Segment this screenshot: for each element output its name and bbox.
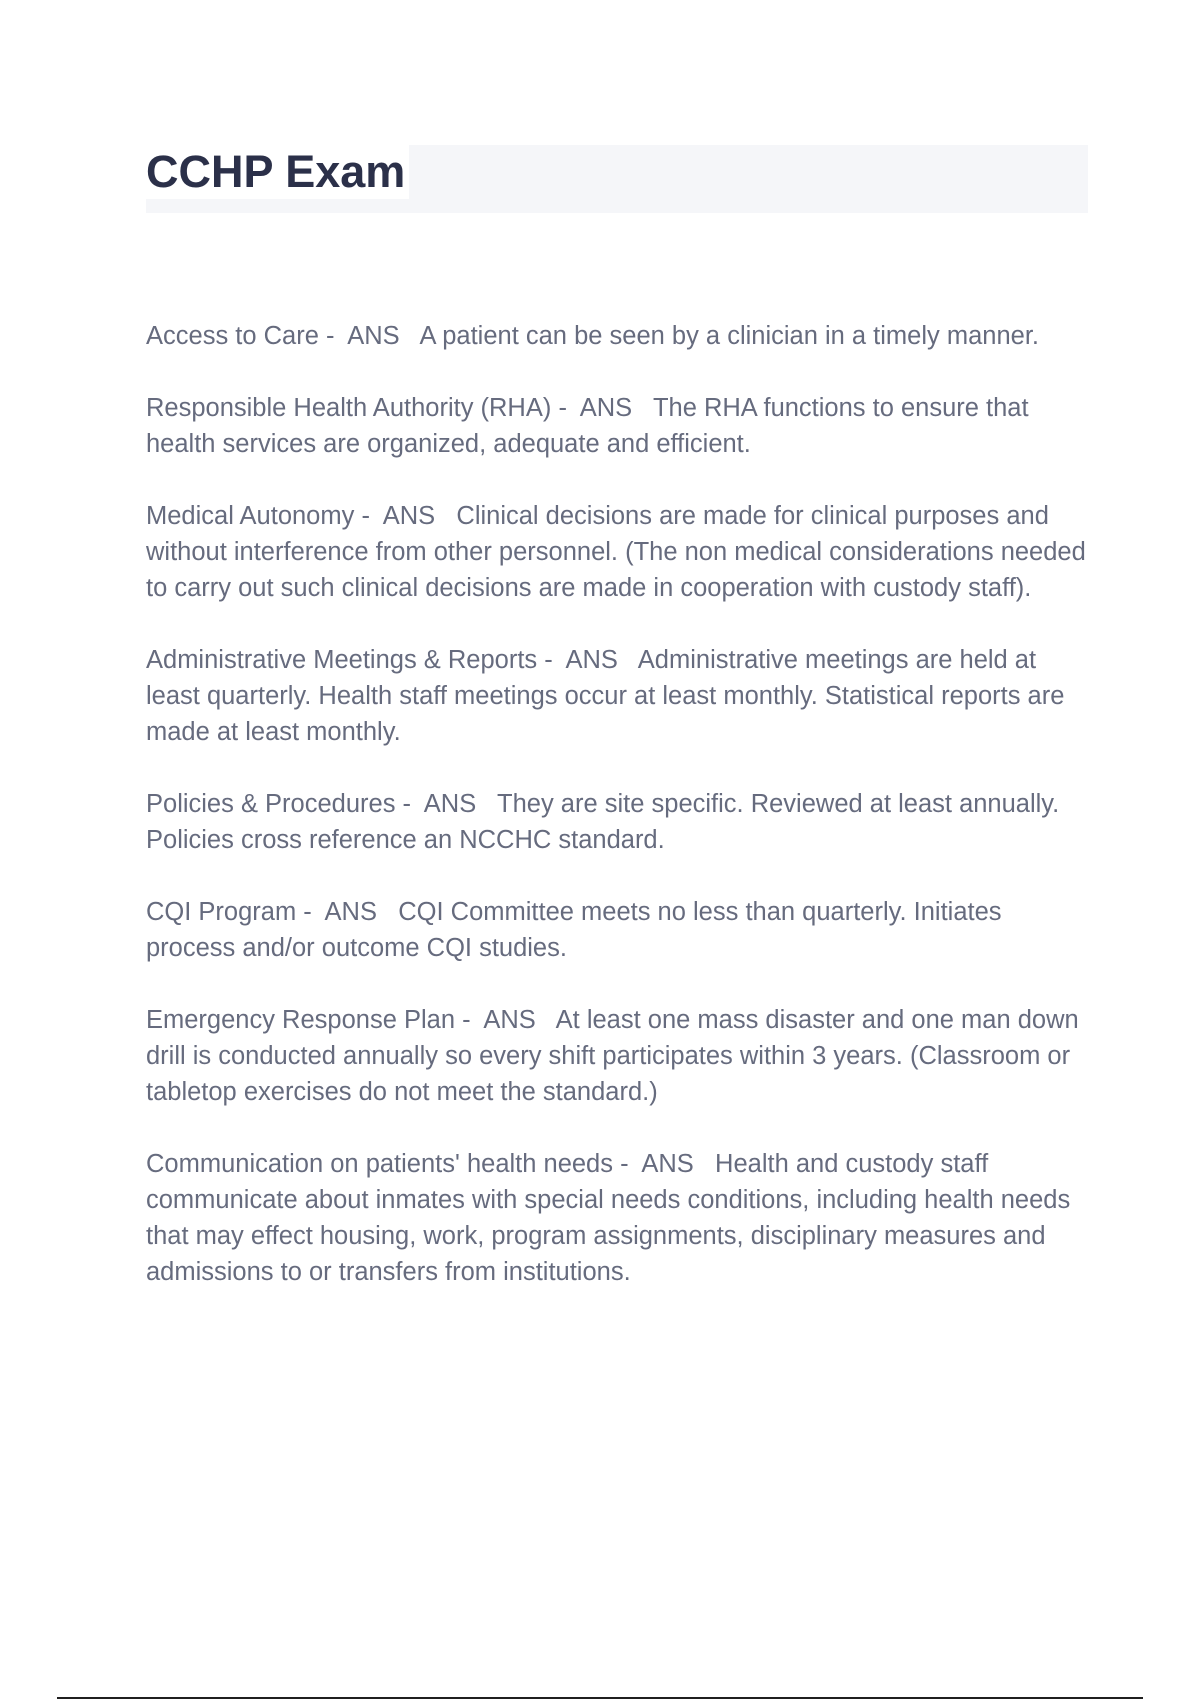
qa-term: Emergency Response Plan	[146, 1006, 456, 1034]
qa-item: Access to Care - ANS A patient can be seen by a clinician in a timely manner.	[146, 322, 1039, 350]
answer-marker: ANS	[641, 1150, 694, 1178]
qa-item: CQI Program - ANS CQI Committee meets no less than quarterly. Initiates process and/or outcome CQI studies.	[146, 898, 1009, 962]
answer-marker: ANS	[347, 322, 400, 350]
qa-term: Administrative Meetings & Reports	[146, 646, 538, 674]
qa-item: Emergency Response Plan - ANS At least one mass disaster and one man down drill is conducted annually so every shift participates within 3 years. (Classroom or tabletop exercises do not meet the standard.)	[146, 1006, 1086, 1106]
answer-marker: ANS	[565, 646, 618, 674]
qa-term: Medical Autonomy	[146, 502, 355, 530]
qa-item: Administrative Meetings & Reports - ANS Administrative meetings are held at least quarterly. Health staff meetings occur at least monthly. Statistical reports are made at least monthly.	[146, 646, 1072, 746]
answer-marker: ANS	[324, 898, 377, 926]
answer-marker: ANS	[423, 790, 477, 818]
answer-marker: ANS	[483, 1006, 536, 1034]
qa-item: Communication on patients' health needs - ANS Health and custody staff communicate about inmates with special needs conditions, including health needs that may effect housing, work, program assignments, disciplinary measures and admissions to or transfers from institutions.	[146, 1150, 1078, 1286]
qa-term: Communication on patients' health needs	[146, 1150, 613, 1178]
qa-list	[146, 318, 1091, 1326]
qa-answer: They are site specific. Reviewed at least annually. Policies cross reference an NCCHC standard.	[146, 790, 1067, 854]
answer-marker: ANS	[382, 502, 436, 530]
qa-item: Policies & Procedures - ANS They are site specific. Reviewed at least annually. Policies cross reference an NCCHC standard.	[146, 790, 1067, 854]
qa-answer: The RHA functions to ensure that health services are organized, adequate and efficient.	[146, 394, 1036, 458]
qa-term: Access to Care	[146, 322, 319, 350]
page-title: CCHP Exam	[146, 145, 409, 199]
footer-divider	[57, 1697, 1143, 1699]
qa-term: Responsible Health Authority (RHA)	[146, 394, 552, 422]
qa-term: Policies & Procedures	[146, 790, 396, 818]
qa-item: Responsible Health Authority (RHA) - ANS The RHA functions to ensure that health services are organized, adequate and efficient.	[146, 394, 1036, 458]
qa-answer: At least one mass disaster and one man down drill is conducted annually so every shift participates within 3 years. (Classroom or tabletop exercises do not meet the standard.)	[146, 1006, 1086, 1106]
qa-answer: Administrative meetings are held at least quarterly. Health staff meetings occur at least monthly. Statistical reports are made at least monthly.	[146, 646, 1072, 746]
qa-item: Medical Autonomy - ANS Clinical decisions are made for clinical purposes and without interference from other personnel. (The non medical considerations needed to carry out such clinical decisions are made in cooperation with custody staff).	[146, 502, 1093, 602]
qa-term: CQI Program	[146, 898, 297, 926]
qa-answer: CQI Committee meets no less than quarterly. Initiates process and/or outcome CQI studies.	[146, 898, 1009, 962]
qa-answer: A patient can be seen by a clinician in a timely manner.	[419, 322, 1039, 350]
answer-marker: ANS	[579, 394, 633, 422]
qa-answer: Clinical decisions are made for clinical purposes and without interference from other personnel. (The non medical considerations needed to carry out such clinical decisions are made in cooperation with custody staff).	[146, 502, 1093, 602]
qa-answer: Health and custody staff communicate about inmates with special needs conditions, including health needs that may effect housing, work, program assignments, disciplinary measures and admissions to or transfers from institutions.	[146, 1150, 1078, 1286]
